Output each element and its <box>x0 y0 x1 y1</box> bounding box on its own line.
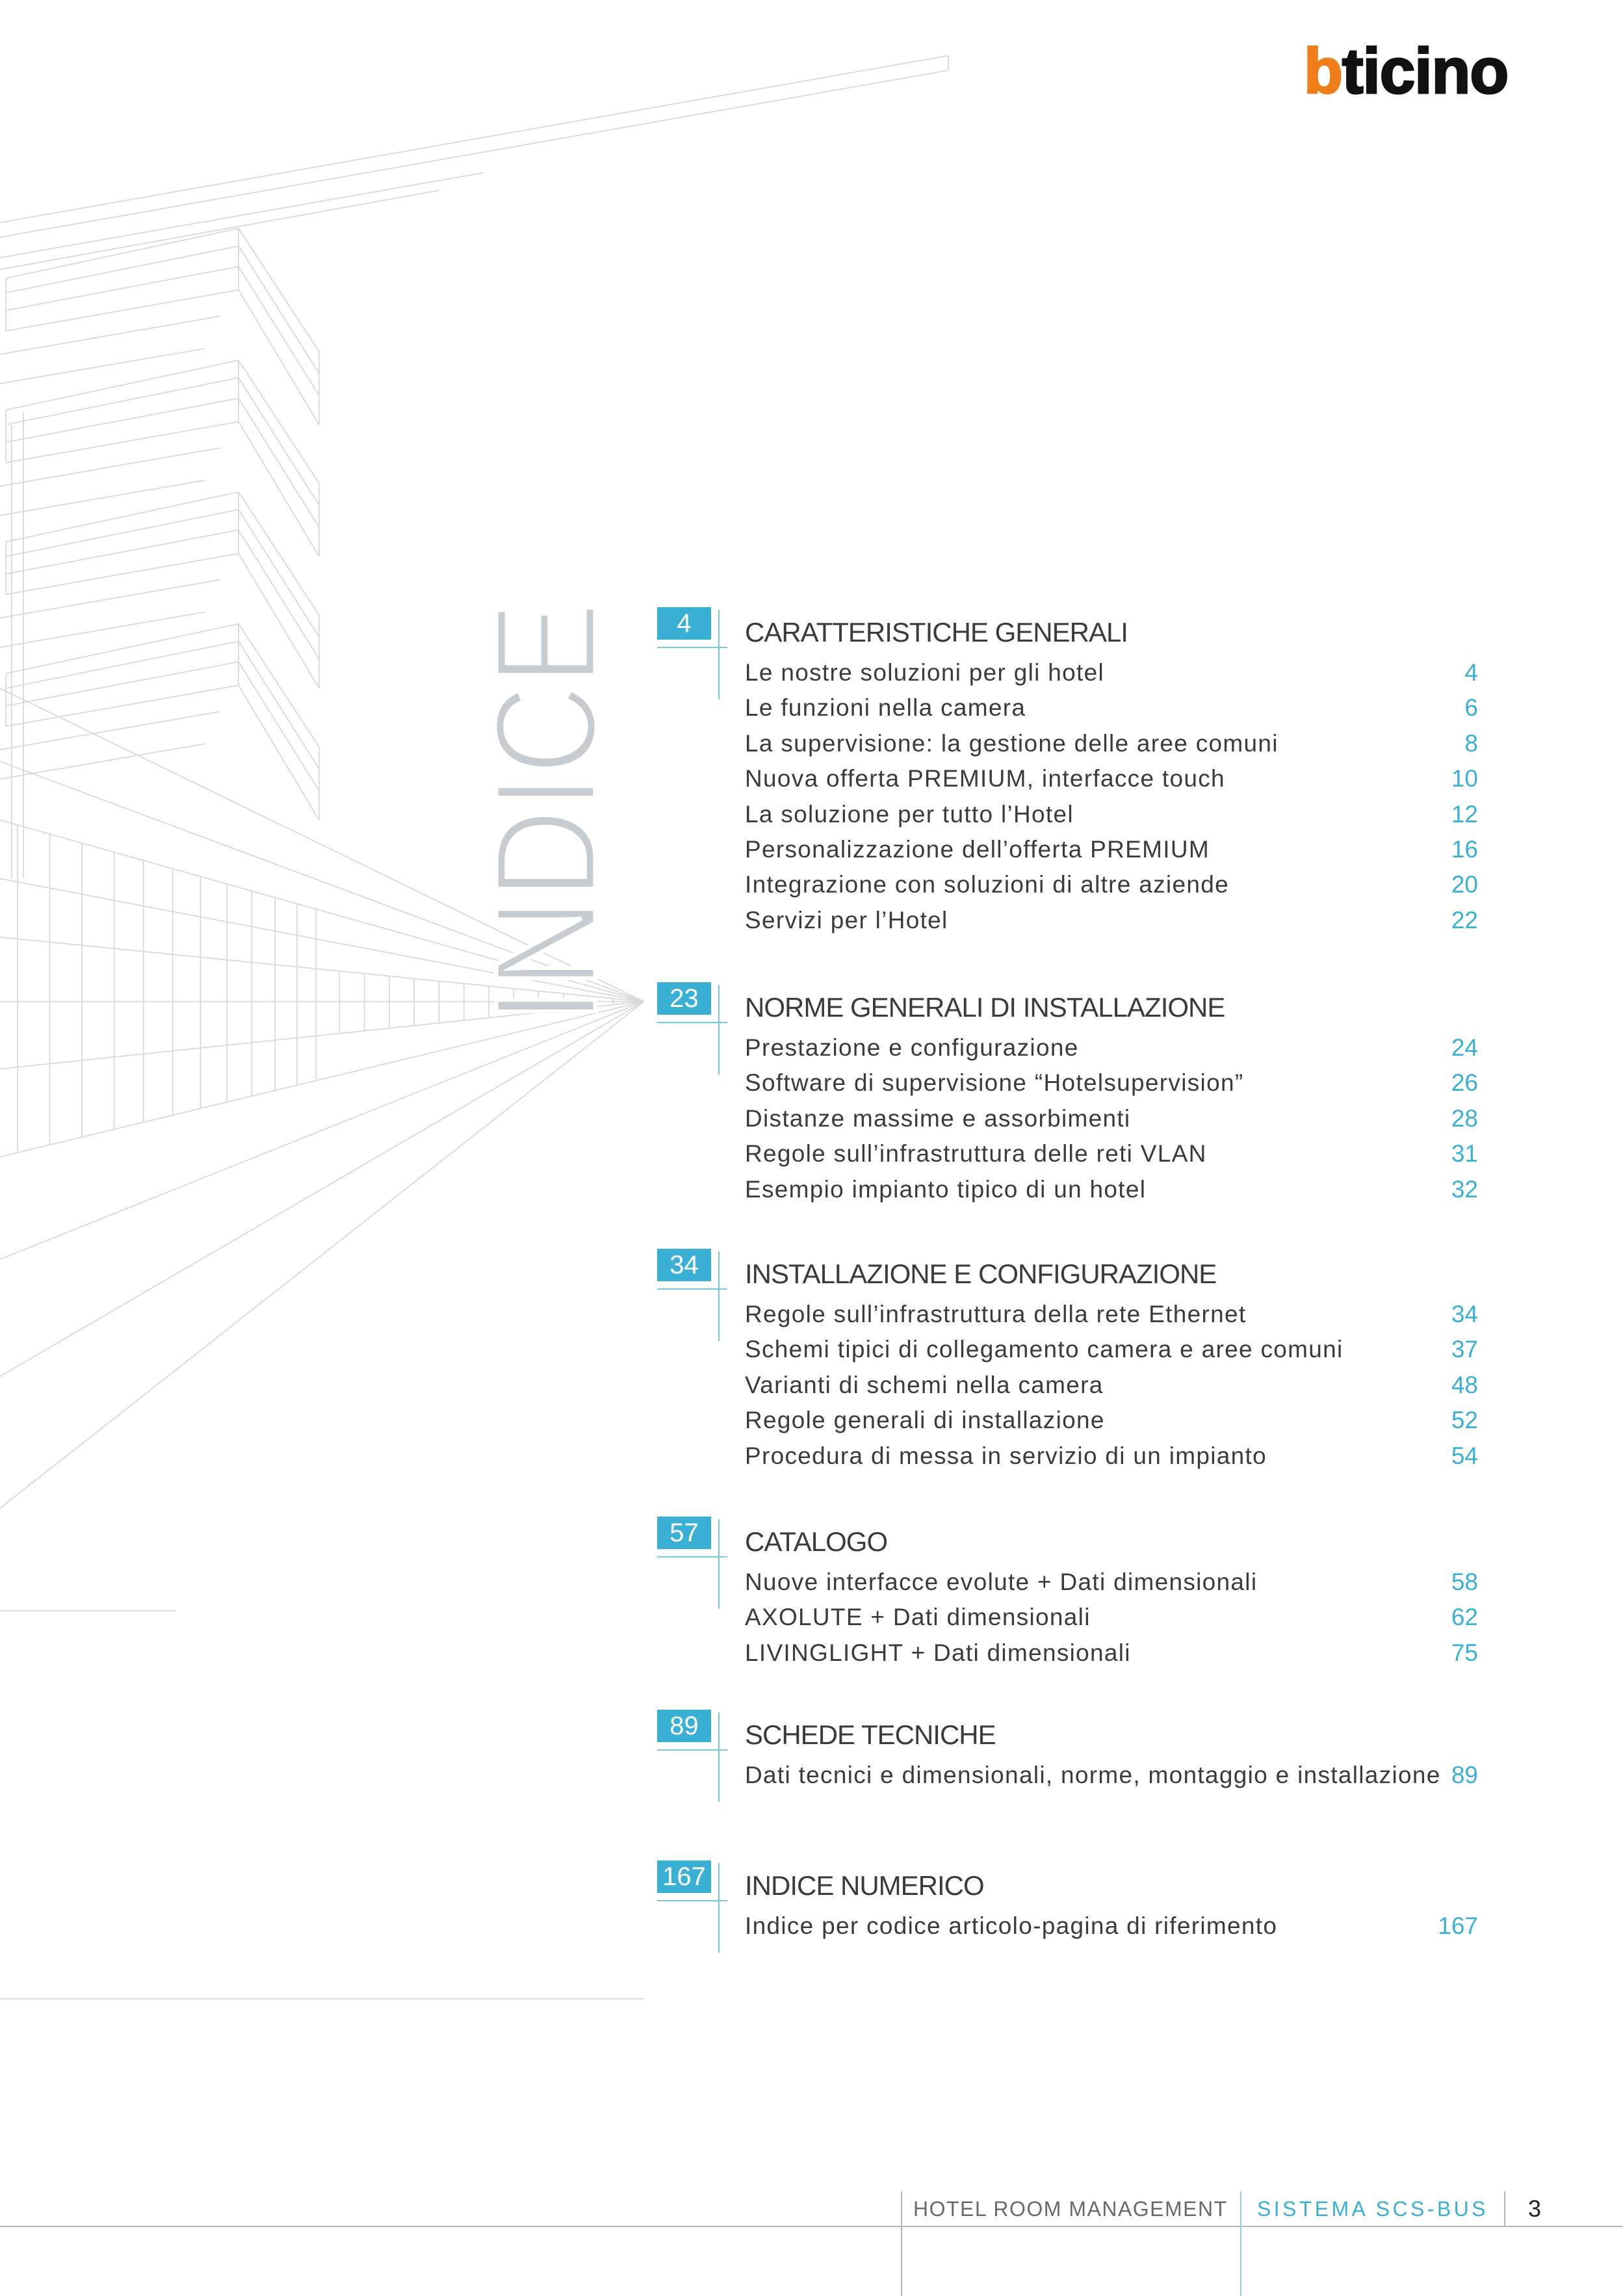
section-title: CATALOGO <box>745 1526 888 1557</box>
illustration-line <box>0 580 220 618</box>
section-rule-horizontal <box>657 647 727 648</box>
toc-entry <box>745 1600 1478 1635</box>
illustration-line <box>239 492 319 615</box>
toc-entry-page: 37 <box>1451 1336 1478 1363</box>
toc-entry-page: 54 <box>1451 1442 1478 1469</box>
toc-entry <box>745 1297 1478 1332</box>
toc-entry <box>745 1439 1478 1474</box>
section-rule-vertical <box>718 1712 720 1802</box>
toc-entry <box>745 1065 1478 1101</box>
illustration-line <box>0 480 205 515</box>
toc-entry-list <box>745 1297 1478 1474</box>
toc-entry <box>745 1368 1478 1403</box>
illustration-line <box>0 317 220 355</box>
footer-system-name: SISTEMA SCS-BUS <box>1257 2197 1488 2221</box>
illustration-line <box>239 662 319 790</box>
toc-entry-label: Nuova offerta PREMIUM, interfacce touch <box>745 765 1225 792</box>
toc-entry <box>745 1030 1478 1065</box>
toc-entry-label: Nuove interfacce evolute + Dati dimensionali <box>745 1569 1258 1595</box>
toc-entry-label: Regole sull’infrastruttura della rete Ethernet <box>745 1301 1247 1327</box>
illustration-line <box>6 685 239 726</box>
toc-entry-label: Indice per codice articolo-pagina di riferimento <box>745 1912 1278 1939</box>
section-page-badge: 89 <box>657 1710 711 1742</box>
illustration-line <box>6 422 239 463</box>
toc-entry-page: 62 <box>1451 1604 1478 1631</box>
toc-entry <box>745 1332 1478 1367</box>
section-page-badge: 23 <box>657 982 711 1015</box>
toc-entry <box>745 1565 1478 1600</box>
illustration-line <box>0 612 205 647</box>
section-rule-horizontal <box>657 1288 727 1290</box>
footer-rule <box>0 2226 1623 2227</box>
toc-entry-label: Prestazione e configurazione <box>745 1034 1079 1061</box>
section-page-badge: 4 <box>657 607 711 640</box>
page-number: 3 <box>1528 2195 1542 2222</box>
footer-divider <box>1504 2191 1505 2226</box>
illustration-line <box>0 70 948 237</box>
toc-entry-page: 6 <box>1464 694 1478 722</box>
toc-entry <box>745 1636 1478 1671</box>
toc-entry-page: 24 <box>1451 1034 1478 1061</box>
footer-divider <box>901 2191 902 2296</box>
toc-entry-page: 10 <box>1451 765 1478 792</box>
toc-entry-page: 75 <box>1451 1639 1478 1666</box>
illustration-line <box>0 348 205 384</box>
toc-entry <box>745 1758 1478 1793</box>
illustration-line <box>0 1002 644 1377</box>
toc-entry-label: Regole sull’infrastruttura delle reti VLAN <box>745 1140 1207 1168</box>
toc-entry-label: La supervisione: la gestione delle aree comuni <box>745 729 1279 757</box>
toc-entry-list <box>745 1565 1478 1671</box>
section-title: INSTALLAZIONE E CONFIGURAZIONE <box>745 1259 1217 1289</box>
toc-entry-page: 26 <box>1451 1069 1478 1097</box>
illustration-line <box>0 744 205 779</box>
toc-entry <box>745 761 1478 796</box>
section-page-badge: 57 <box>657 1517 711 1549</box>
toc-entry <box>745 1136 1478 1171</box>
illustration-line <box>239 267 319 395</box>
section-rule-vertical <box>718 610 720 699</box>
toc-entry-page: 12 <box>1451 800 1478 828</box>
section-title: SCHEDE TECNICHE <box>745 1719 996 1750</box>
toc-entry-label: AXOLUTE + Dati dimensionali <box>745 1604 1091 1631</box>
toc-entry <box>745 867 1478 902</box>
illustration-line <box>0 173 483 258</box>
illustration-line <box>0 1002 644 1259</box>
toc-entry-list <box>745 1758 1478 1793</box>
illustration-line <box>0 1002 644 1508</box>
toc-entry-page: 48 <box>1451 1371 1478 1398</box>
toc-entry-page: 20 <box>1451 871 1478 898</box>
illustration-line <box>6 530 239 574</box>
illustration-line <box>6 553 239 594</box>
section-title: NORME GENERALI DI INSTALLAZIONE <box>745 992 1225 1023</box>
footer-divider <box>1240 2191 1241 2296</box>
toc-entry-list <box>745 1030 1478 1207</box>
toc-entry-page: 34 <box>1451 1301 1478 1327</box>
illustration-line <box>239 530 319 659</box>
toc-entry-page: 31 <box>1451 1140 1478 1168</box>
toc-entry-page: 22 <box>1451 906 1478 933</box>
toc-entry-label: Dati tecnici e dimensionali, norme, montaggio e installazione <box>745 1762 1441 1788</box>
toc-entry-label: Personalizzazione dell’offerta PREMIUM <box>745 835 1210 863</box>
section-page-badge: 167 <box>657 1860 711 1893</box>
illustration-line <box>6 290 239 331</box>
section-rule-vertical <box>718 985 720 1075</box>
illustration-line <box>0 712 220 750</box>
toc-entry-label: Le nostre soluzioni per gli hotel <box>745 659 1104 686</box>
section-page-badge: 34 <box>657 1249 711 1281</box>
toc-entry-page: 8 <box>1464 729 1478 757</box>
section-rule-vertical <box>718 1251 720 1341</box>
section-rule-horizontal <box>657 1556 727 1558</box>
illustration-line <box>0 1002 644 1157</box>
illustration-line <box>0 190 439 270</box>
toc-entry-page: 32 <box>1451 1175 1478 1203</box>
illustration-line <box>239 624 319 747</box>
toc-entry-label: Varianti di schemi nella camera <box>745 1371 1104 1398</box>
toc-entry <box>745 832 1478 867</box>
toc-entry-label: Distanze massime e assorbimenti <box>745 1104 1131 1132</box>
toc-entry <box>745 1909 1478 1944</box>
toc-entry <box>745 903 1478 938</box>
toc-entry <box>745 1172 1478 1207</box>
toc-entry-label: Regole generali di installazione <box>745 1407 1105 1434</box>
section-rule-vertical <box>718 1519 720 1609</box>
toc-entry <box>745 1101 1478 1136</box>
toc-entry-label: Schemi tipici di collegamento camera e aree comuni <box>745 1336 1344 1363</box>
toc-entry <box>745 726 1478 761</box>
section-rule-horizontal <box>657 1022 727 1023</box>
toc-entry-list <box>745 1909 1478 1944</box>
toc-entry-page: 167 <box>1438 1912 1478 1939</box>
section-rule-horizontal <box>657 1749 727 1751</box>
footer-publication-title: HOTEL ROOM MANAGEMENT <box>913 2197 1228 2221</box>
toc-entry-label: Procedura di messa in servizio di un impianto <box>745 1442 1267 1469</box>
section-rule-vertical <box>718 1863 720 1953</box>
toc-entry <box>745 797 1478 832</box>
toc-entry-label: LIVINGLIGHT + Dati dimensionali <box>745 1639 1131 1666</box>
illustration-line <box>6 662 239 706</box>
toc-entry-label: Software di supervisione “Hotelsupervision” <box>745 1069 1244 1097</box>
toc-entry-page: 28 <box>1451 1104 1478 1132</box>
toc-entry <box>745 655 1478 690</box>
bticino-logo: bticino <box>1304 35 1509 107</box>
toc-entry-page: 4 <box>1464 659 1478 686</box>
toc-entry-label: La soluzione per tutto l’Hotel <box>745 800 1074 828</box>
toc-entry-list <box>745 655 1478 938</box>
toc-entry-label: Integrazione con soluzioni di altre aziende <box>745 871 1229 898</box>
toc-entry-page: 52 <box>1451 1407 1478 1434</box>
illustration-line <box>6 267 239 311</box>
illustration-line <box>239 228 319 351</box>
toc-entry-label: Le funzioni nella camera <box>745 694 1026 722</box>
toc-entry <box>745 1403 1478 1438</box>
toc-entry-page: 58 <box>1451 1569 1478 1595</box>
illustration-line <box>239 360 319 483</box>
illustration-line <box>0 56 948 223</box>
section-rule-horizontal <box>657 1900 727 1901</box>
toc-entry-page: 89 <box>1451 1762 1478 1788</box>
section-title: CARATTERISTICHE GENERALI <box>745 617 1128 647</box>
illustration-line <box>0 448 220 486</box>
illustration-line <box>6 398 239 443</box>
illustration-line <box>239 398 319 527</box>
toc-entry-label: Servizi per l’Hotel <box>745 906 948 933</box>
toc-entry-page: 16 <box>1451 835 1478 863</box>
toc-entry <box>745 690 1478 725</box>
page-heading: INDICE <box>465 602 627 1023</box>
toc-entry-label: Esempio impianto tipico di un hotel <box>745 1175 1147 1203</box>
section-title: INDICE NUMERICO <box>745 1870 984 1901</box>
